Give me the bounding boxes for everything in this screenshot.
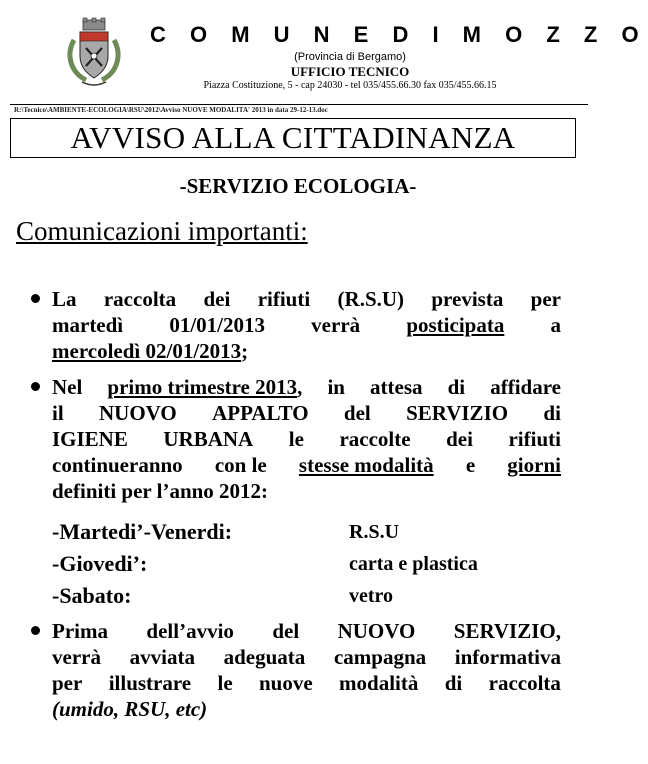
word: continueranno [52, 453, 183, 477]
word: del [343, 401, 371, 425]
schedule-waste-type: vetro [349, 585, 394, 607]
text-line [52, 696, 561, 722]
text-line [52, 338, 561, 364]
word: per [52, 671, 83, 695]
office-name: UFFICIO TECNICO [290, 64, 410, 79]
word: raccolte [339, 427, 411, 451]
word: NUOVO [99, 401, 177, 425]
word: raccolta [103, 287, 177, 311]
word-underlined: giorni [507, 453, 561, 477]
section-heading: Comunicazioni importanti: [16, 216, 308, 246]
word: 01/01/2013 [169, 313, 265, 337]
schedule-day: -Giovedi’: [52, 551, 148, 576]
notice-title: AVVISO ALLA CITTADINANZA [70, 120, 516, 155]
coat-of-arms-icon [66, 18, 122, 90]
word-underlined: stesse modalità [298, 453, 434, 477]
text-span: definiti per l’anno 2012: [52, 479, 269, 503]
word: dei [446, 427, 473, 451]
word: con le [214, 453, 267, 477]
word: nuove [259, 671, 313, 695]
bullet-icon [31, 626, 40, 635]
bullet-icon [31, 382, 40, 391]
word: attesa [370, 375, 423, 399]
word: adeguata [223, 645, 306, 669]
word-underlined: posticipata [406, 313, 505, 337]
bullet-item-first-quarter [52, 374, 561, 504]
text-line [52, 400, 561, 426]
office-address: Piazza Costituzione, 5 - cap 24030 - tel 035/455.66.30 fax 035/455.66.15 [203, 80, 497, 91]
word: del [272, 619, 300, 643]
text-line [52, 670, 561, 696]
word: di [447, 375, 466, 399]
text-line [52, 286, 561, 312]
word: il [52, 401, 64, 425]
word: APPALTO [212, 401, 309, 425]
file-path: R:\Tecnico\AMBIENTE-ECOLOGIA\RSU\2012\Avviso NUOVE MODALITA' 2013 in data 29-12-13.doc [14, 106, 328, 114]
municipality-title: C O M U N E D I M O Z Z O [150, 22, 648, 47]
word: raccolta [488, 671, 561, 695]
word: La [52, 287, 77, 311]
word: illustrare [108, 671, 192, 695]
word: le [288, 427, 304, 451]
word: martedì [52, 313, 124, 337]
text-line [52, 644, 561, 670]
schedule-waste-type: R.S.U [349, 521, 400, 543]
text-line [52, 452, 561, 478]
word: dell’avvio [146, 619, 234, 643]
text-line [52, 374, 561, 400]
header-divider [10, 104, 588, 105]
word: e [465, 453, 476, 477]
word: (R.S.U) [337, 287, 405, 311]
word: URBANA [163, 427, 254, 451]
word: rifiuti [257, 287, 311, 311]
word-underlined: primo trimestre 2013 [107, 375, 298, 399]
service-name: -SERVIZIO ECOLOGIA- [179, 174, 417, 198]
word: verrà [52, 645, 101, 669]
province-label: (Provincia di Bergamo) [294, 51, 406, 63]
word: informativa [454, 645, 561, 669]
italic-note: (umido, RSU, etc) [52, 697, 208, 721]
bullet-item-information-campaign [52, 618, 561, 722]
word: avviata [129, 645, 195, 669]
punctuation: , [297, 375, 303, 399]
schedule-day: -Sabato: [52, 583, 132, 608]
word: di [543, 401, 561, 425]
word: le [217, 671, 233, 695]
schedule-day: -Martedi’-Venerdi: [52, 519, 233, 544]
word: rifiuti [508, 427, 561, 451]
text-line [52, 618, 561, 644]
word: per [530, 287, 561, 311]
word: SERVIZIO [406, 401, 509, 425]
bullet-icon [31, 294, 40, 303]
word: Nel [52, 375, 83, 399]
word: in [327, 375, 345, 399]
word: modalità [339, 671, 419, 695]
text-line [52, 426, 561, 452]
punctuation: ; [241, 339, 249, 363]
new-date: mercoledì 02/01/2013 [52, 339, 242, 363]
word: di [444, 671, 463, 695]
text-line [52, 478, 561, 504]
notice-title-box [10, 118, 576, 158]
word: SERVIZIO, [453, 619, 561, 643]
word: NUOVO [337, 619, 416, 643]
word: campagna [333, 645, 427, 669]
word: prevista [431, 287, 504, 311]
word: verrà [311, 313, 361, 337]
word: Prima [52, 619, 108, 643]
bullet-item-postponement [52, 286, 561, 364]
word: dei [203, 287, 231, 311]
word: a [550, 313, 561, 337]
word: IGIENE [52, 427, 128, 451]
schedule-waste-type: carta e plastica [349, 553, 478, 575]
word: affidare [490, 375, 561, 399]
text-line [52, 312, 561, 338]
